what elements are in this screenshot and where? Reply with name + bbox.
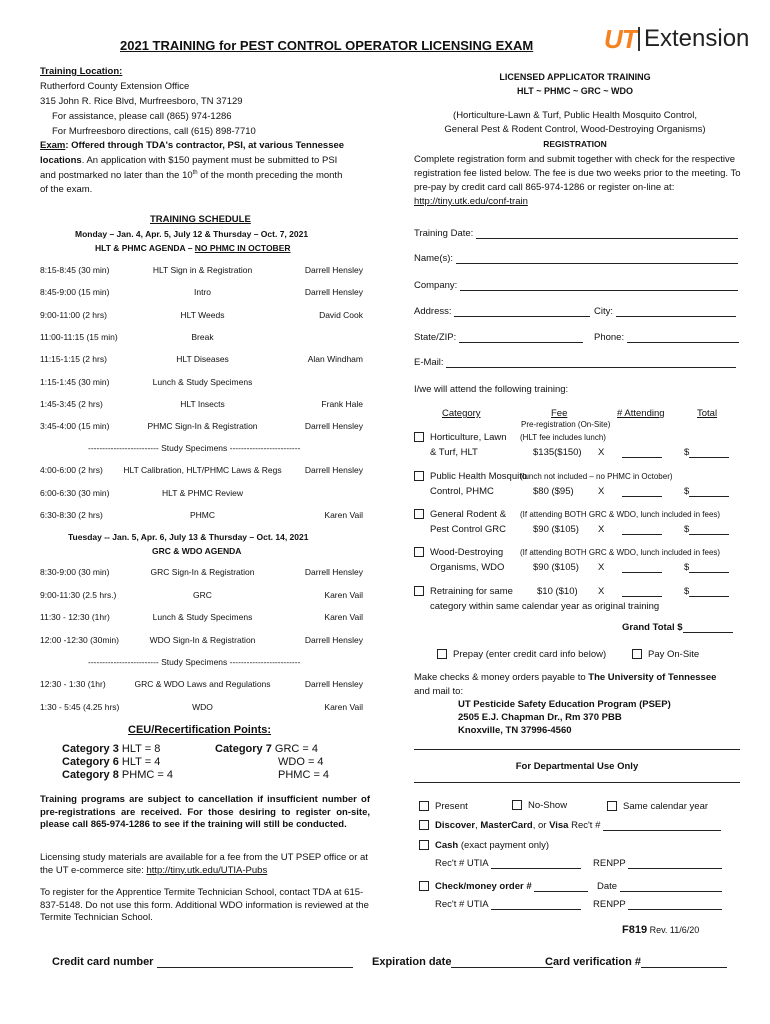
category-line2: & Turf, HLT <box>430 447 478 458</box>
category-note: (If attending BOTH GRC & WDO, lunch included in fees) <box>520 548 721 557</box>
category-total[interactable]: $ <box>684 524 729 535</box>
ceu-category-value: PHMC = 4 <box>278 769 330 781</box>
company-field[interactable]: Company: <box>414 280 738 291</box>
schedule-topic: PHMC <box>189 510 216 520</box>
schedule-time: 11:30 - 12:30 (1hr) <box>40 612 110 622</box>
schedule-presenter: Frank Hale <box>321 398 363 409</box>
category-x: X <box>598 486 605 497</box>
statezip-field[interactable]: State/ZIP: <box>414 332 583 343</box>
schedule-time: 8:45-9:00 (15 min) <box>40 287 110 298</box>
study-specimens-divider: ------------------------- Study Specimens ------------------------- <box>88 443 301 453</box>
schedule-topic: GRC <box>193 589 212 600</box>
registration-heading: REGISTRATION <box>543 139 607 149</box>
attend-title: I/we will attend the following training: <box>414 384 569 395</box>
ceu-category: Category 6 HLT = 4 <box>62 756 161 768</box>
schedule-presenter: Darrell Hensley <box>304 634 363 645</box>
card-verification-field[interactable]: Card verification # <box>545 956 727 968</box>
ceu-category: Category 3 HLT = 8 <box>62 743 161 755</box>
ceu-title: CEU/Recertification Points: <box>128 724 272 736</box>
ceu-category: Category 7 GRC = 4 <box>215 743 319 755</box>
schedule-subtitle: HLT & PHMC AGENDA – NO PHMC IN OCTOBER <box>95 243 291 253</box>
schedule-presenter: Karen Vail <box>324 589 363 600</box>
cancellation-note: Training programs are subject to cancellation if insufficient number of pre-registrations are received. For those desiring to register on-site, please call 865-974-1286 to see if the training will still be conducted. <box>40 794 370 830</box>
exam-info: of the exam. <box>40 184 93 195</box>
category-x: X <box>598 447 605 458</box>
cash-renpp[interactable]: RENPP <box>593 858 722 869</box>
checkbox[interactable] <box>414 471 424 481</box>
checkbox[interactable] <box>419 820 429 830</box>
training-location-label: Training Location: <box>40 66 123 77</box>
schedule-topic: GRC Sign-In & Registration <box>150 567 255 577</box>
retraining-fee: $10 ($10) <box>537 586 578 597</box>
schedule-time: 1:15-1:45 (30 min) <box>40 376 110 387</box>
schedule-topic: PHMC Sign-In & Registration <box>147 421 258 432</box>
category-attending[interactable] <box>622 447 662 458</box>
credit-card-field[interactable]: Credit card number <box>52 956 353 968</box>
ceu-category-value: WDO = 4 <box>278 756 324 768</box>
form-number: F819 Rev. 11/6/20 <box>622 924 700 936</box>
category-total[interactable]: $ <box>684 562 729 573</box>
training-date-field[interactable]: Training Date: <box>414 228 738 239</box>
grand-total[interactable]: Grand Total $ <box>622 622 733 633</box>
ceu-category: Category 8 PHMC = 4 <box>62 769 173 781</box>
schedule-time: 12:30 - 1:30 (1hr) <box>40 679 106 689</box>
schedule-time: 9:00-11:30 (2.5 hrs.) <box>40 589 117 600</box>
category-note: (If attending BOTH GRC & WDO, lunch included in fees) <box>520 510 721 519</box>
payable-note: Make checks & money orders payable to The University of Tennessee <box>414 672 717 683</box>
category-note: (lunch not included – no PHMC in October) <box>520 472 673 481</box>
category-x: X <box>598 524 605 535</box>
checkbox[interactable] <box>512 800 522 810</box>
category-item[interactable]: Wood-Destroying <box>414 547 503 558</box>
dept-title: For Departmental Use Only <box>515 761 639 772</box>
schedule-presenter: Darrell Hensley <box>304 465 363 475</box>
schedule-presenter: Karen Vail <box>324 510 363 520</box>
location-line: For Murfreesboro directions, call (615) 898-7710 <box>52 126 256 137</box>
onsite-option[interactable]: Pay On-Site <box>632 649 699 660</box>
email-field[interactable]: E-Mail: <box>414 357 736 368</box>
checkbox[interactable] <box>414 432 424 442</box>
schedule-subtitle: GRC & WDO AGENDA <box>152 546 242 556</box>
conf-train-link[interactable]: http://tiny.utk.edu/conf-train <box>414 196 528 207</box>
schedule-presenter: Darrell Hensley <box>304 421 363 432</box>
mail-address: Knoxville, TN 37996-4560 <box>458 725 572 736</box>
schedule-subtitle: Tuesday -- Jan. 5, Apr. 6, July 13 & Thursday – Oct. 14, 2021 <box>68 532 309 542</box>
schedule-time: 1:45-3:45 (2 hrs) <box>40 398 103 409</box>
category-attending[interactable] <box>622 486 662 497</box>
schedule-time: 3:45-4:00 (15 min) <box>40 421 110 432</box>
schedule-time: 8:30-9:00 (30 min) <box>40 567 110 577</box>
study-specimens-divider: ------------------------- Study Specimens ------------------------- <box>88 657 301 667</box>
schedule-time: 6:00-6:30 (30 min) <box>40 487 110 498</box>
category-line2: Organisms, WDO <box>430 562 505 573</box>
city-field[interactable]: City: <box>594 306 736 317</box>
schedule-presenter: Alan Windham <box>307 354 363 365</box>
schedule-presenter: Darrell Hensley <box>304 265 363 275</box>
category-total[interactable]: $ <box>684 486 729 497</box>
schedule-presenter: Darrell Hensley <box>304 287 363 298</box>
schedule-topic: Lunch & Study Specimens <box>152 376 253 387</box>
same-year-option[interactable]: Same calendar year <box>607 801 708 812</box>
col-attending: # Attending <box>617 408 665 419</box>
prepay-option[interactable]: Prepay (enter credit card info below) <box>437 649 606 660</box>
checkbox[interactable] <box>437 649 447 659</box>
category-fee: $90 ($105) <box>533 524 579 535</box>
checkbox[interactable] <box>414 509 424 519</box>
schedule-topic: HLT Insects <box>180 398 225 409</box>
schedule-presenter: Karen Vail <box>324 612 363 622</box>
category-line2: Pest Control GRC <box>430 524 507 535</box>
schedule-time: 9:00-11:00 (2 hrs) <box>40 309 107 320</box>
schedule-topic: HLT Weeds <box>180 309 225 320</box>
category-item[interactable]: Horticulture, Lawn <box>414 432 507 443</box>
schedule-subtitle: Monday – Jan. 4, Apr. 5, July 12 & Thursday – Oct. 7, 2021 <box>75 229 309 239</box>
cash-option[interactable]: Cash (exact payment only) <box>419 840 549 851</box>
prereg-note: Pre-registration (On-Site) <box>521 420 611 429</box>
names-field[interactable]: Name(s): <box>414 253 738 264</box>
ut-logo: UT <box>604 24 637 54</box>
schedule-time: 4:00-6:00 (2 hrs) <box>40 465 103 475</box>
category-attending[interactable] <box>622 562 662 573</box>
right-subheading: (Horticulture-Lawn & Turf, Public Health Mosquito Control, <box>453 110 697 121</box>
location-line: Rutherford County Extension Office <box>40 81 190 92</box>
retraining-total[interactable]: $ <box>684 586 729 597</box>
check-receipt[interactable]: Rec't # UTIA <box>435 899 581 910</box>
card-option[interactable]: Discover, MasterCard, or Visa Rec't # <box>419 820 721 831</box>
schedule-topic: WDO <box>192 701 213 712</box>
category-fee: $90 ($105) <box>533 562 579 573</box>
schedule-time: 8:15-8:45 (30 min) <box>40 265 110 275</box>
checkbox[interactable] <box>419 801 429 811</box>
location-line: 315 John R. Rice Blvd, Murfreesboro, TN 37129 <box>40 96 243 107</box>
schedule-title: TRAINING SCHEDULE <box>150 214 251 225</box>
schedule-presenter: Karen Vail <box>324 701 363 712</box>
exam-info: Exam: Offered through TDA's contractor, PSI, at various Tennessee <box>40 140 345 151</box>
category-note: (HLT fee includes lunch) <box>520 433 606 442</box>
category-attending[interactable] <box>622 524 662 535</box>
col-category: Category <box>442 408 481 419</box>
phone-field[interactable]: Phone: <box>594 332 739 343</box>
category-line2: Control, PHMC <box>430 486 494 497</box>
mail-address: 2505 E.J. Chapman Dr., Rm 370 PBB <box>458 712 622 723</box>
retraining-attending[interactable] <box>622 586 662 597</box>
registration-instructions: Complete registration form and submit together with check for the respective registration fee listed below. The fee is due two weeks prior to the meeting. To pre-pay by credit card call 865-974-1286 or register on-line at: http://tiny.utk.edu/conf-train <box>414 154 741 207</box>
location-line: For assistance, please call (865) 974-1286 <box>52 111 232 122</box>
expiration-field[interactable]: Expiration date <box>372 956 553 968</box>
divider <box>414 749 740 750</box>
checkbox[interactable] <box>607 801 617 811</box>
right-heading: HLT ~ PHMC ~ GRC ~ WDO <box>516 86 634 96</box>
schedule-time: 6:30-8:30 (2 hrs) <box>40 510 103 520</box>
col-total: Total <box>697 408 718 419</box>
pubs-link[interactable]: http://tiny.utk.edu/UTIA-Pubs <box>146 864 268 876</box>
study-materials-note: Licensing study materials are available for a fee from the UT PSEP office or at the UT e-commerce site: http://tiny.utk.edu/UTIA-Pubs <box>40 852 368 876</box>
noshow-option[interactable]: No-Show <box>512 800 567 811</box>
schedule-topic: WDO Sign-In & Registration <box>149 634 256 645</box>
schedule-presenter: David Cook <box>319 309 363 320</box>
check-date[interactable]: Date <box>597 881 722 892</box>
checkbox[interactable] <box>419 840 429 850</box>
checkbox[interactable] <box>632 649 642 659</box>
category-total[interactable]: $ <box>684 447 729 458</box>
category-fee: $80 ($95) <box>533 486 574 497</box>
schedule-topic: HLT Calibration, HLT/PHMC Laws & Regs <box>123 465 282 475</box>
schedule-topic: HLT Sign in & Registration <box>152 265 253 275</box>
divider <box>414 782 740 783</box>
category-item[interactable]: General Rodent & <box>414 509 506 520</box>
mail-address: UT Pesticide Safety Education Program (PSEP) <box>458 699 671 710</box>
retraining-item[interactable]: Retraining for same <box>414 586 513 597</box>
right-heading: LICENSED APPLICATOR TRAINING <box>499 72 651 82</box>
check-option[interactable]: Check/money order # <box>419 881 588 892</box>
schedule-topic: HLT & PHMC Review <box>162 487 243 498</box>
extension-logo-text: Extension <box>644 25 750 52</box>
schedule-time: 11:15-1:15 (2 hrs) <box>40 354 107 365</box>
retraining-desc: category within same calendar year as original training <box>430 601 660 612</box>
category-item[interactable]: Public Health Mosquito <box>414 471 527 482</box>
schedule-presenter: Darrell Hensley <box>304 679 363 689</box>
schedule-time: 1:30 - 5:45 (4.25 hrs) <box>40 701 120 712</box>
col-fee: Fee <box>551 408 568 419</box>
schedule-topic: Break <box>191 331 214 342</box>
exam-info: and postmarked no later than the 10th of the month preceding the month <box>40 170 343 182</box>
right-subheading: General Pest & Rodent Control, Wood-Destroying Organisms) <box>444 124 706 135</box>
page-title: 2021 TRAINING for PEST CONTROL OPERATOR LICENSING EXAM <box>120 38 534 53</box>
present-option[interactable]: Present <box>419 801 468 812</box>
checkbox[interactable] <box>419 881 429 891</box>
schedule-topic: Intro <box>193 287 211 298</box>
retraining-x: X <box>598 586 605 597</box>
mail-note: and mail to: <box>414 686 464 697</box>
schedule-time: 12:00 -12:30 (30min) <box>40 634 119 645</box>
check-renpp[interactable]: RENPP <box>593 899 722 910</box>
address-field[interactable]: Address: <box>414 306 590 317</box>
schedule-topic: GRC & WDO Laws and Regulations <box>134 679 271 689</box>
checkbox[interactable] <box>414 586 424 596</box>
category-x: X <box>598 562 605 573</box>
checkbox[interactable] <box>414 547 424 557</box>
schedule-presenter: Darrell Hensley <box>304 567 363 577</box>
cash-receipt[interactable]: Rec't # UTIA <box>435 858 581 869</box>
category-fee: $135($150) <box>533 447 582 458</box>
termite-note: To register for the Apprentice Termite Technician School, contact TDA at 615-837-5148. Do not use this form. Additional WDO information is reviewed at the Termite Technician School. <box>40 887 369 923</box>
schedule-time: 11:00-11:15 (15 min) <box>40 331 118 342</box>
logo-divider <box>638 27 640 51</box>
exam-info: locations. An application with $150 payment must be submitted to PSI <box>40 155 338 166</box>
schedule-topic: Lunch & Study Specimens <box>152 612 253 622</box>
schedule-topic: HLT Diseases <box>176 354 229 365</box>
